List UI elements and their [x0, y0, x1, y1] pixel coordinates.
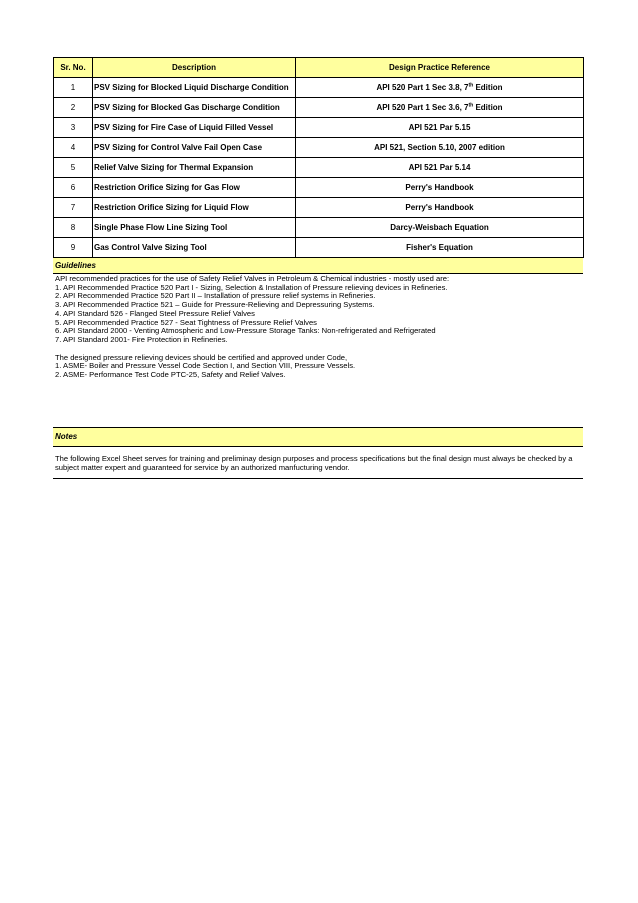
- reference-superscript: th: [468, 101, 474, 108]
- reference-text: API 521 Par 5.15: [408, 122, 471, 132]
- guidelines-body: [53, 274, 583, 380]
- reference-cell: [296, 98, 584, 118]
- reference-cell: [296, 158, 584, 178]
- sr-no-cell: 8: [54, 218, 93, 238]
- header-design-practice-reference: Design Practice Reference: [296, 58, 584, 78]
- sr-no-cell: 6: [54, 178, 93, 198]
- table-row: [54, 178, 584, 198]
- reference-cell: [296, 178, 584, 198]
- header-sr-no: Sr. No.: [54, 58, 93, 78]
- guidelines-line: 5. API Recommended Practice 527 - Seat Tightness of Pressure Relief Valves: [55, 317, 317, 327]
- table-row: [54, 198, 584, 218]
- reference-cell: [296, 78, 584, 98]
- reference-cell: [296, 218, 584, 238]
- guidelines-line: The designed pressure relieving devices should be certified and approved under Code,: [55, 352, 348, 362]
- reference-text: Fisher's Equation: [406, 242, 473, 252]
- description-cell: Relief Valve Sizing for Thermal Expansion: [93, 158, 296, 178]
- sr-no-cell: 7: [54, 198, 93, 218]
- description-cell: Single Phase Flow Line Sizing Tool: [93, 218, 296, 238]
- guidelines-heading: Guidelines: [53, 258, 583, 274]
- reference-text: Perry's Handbook: [405, 182, 474, 192]
- table-row: [54, 118, 584, 138]
- reference-text: API 520 Part 1 Sec 3.6, 7: [376, 102, 469, 112]
- sr-no-cell: 2: [54, 98, 93, 118]
- reference-cell: [296, 238, 584, 258]
- guidelines-line: 7. API Standard 2001- Fire Protection in Refineries.: [55, 334, 228, 344]
- reference-text: API 521, Section 5.10, 2007 edition: [374, 142, 505, 152]
- table-row: [54, 138, 584, 158]
- reference-text-suffix: Edition: [473, 102, 503, 112]
- guidelines-line: 1. ASME- Boiler and Pressure Vessel Code Section I, and Section VIII, Pressure Vessels.: [55, 361, 356, 371]
- guidelines-line: 2. API Recommended Practice 520 Part II – Installation of pressure relief systems in Refineries.: [55, 291, 376, 301]
- table-row: [54, 218, 584, 238]
- table-row: [54, 238, 584, 258]
- guidelines-line: 6. API Standard 2000 - Venting Atmospheric and Low-Pressure Storage Tanks: Non-refrigerated and Refrigerated: [55, 326, 436, 336]
- reference-text: Darcy-Weisbach Equation: [390, 222, 489, 232]
- description-cell: Restriction Orifice Sizing for Liquid Flow: [93, 198, 296, 218]
- reference-text: API 520 Part 1 Sec 3.8, 7: [376, 82, 469, 92]
- table-row: [54, 98, 584, 118]
- reference-cell: [296, 138, 584, 158]
- guidelines-line: API recommended practices for the use of Safety Relief Valves in Petroleum & Chemical industries - mostly used are:: [55, 274, 450, 283]
- reference-text-suffix: Edition: [473, 82, 503, 92]
- description-cell: Restriction Orifice Sizing for Gas Flow: [93, 178, 296, 198]
- sr-no-cell: 9: [54, 238, 93, 258]
- sr-no-cell: 1: [54, 78, 93, 98]
- reference-text: API 521 Par 5.14: [408, 162, 471, 172]
- reference-text: Perry's Handbook: [405, 202, 474, 212]
- guidelines-line: 2. ASME- Performance Test Code PTC-25, Safety and Relief Valves.: [55, 370, 286, 380]
- description-cell: PSV Sizing for Fire Case of Liquid Filled Vessel: [93, 118, 296, 138]
- reference-superscript: th: [468, 81, 474, 88]
- description-cell: PSV Sizing for Blocked Liquid Discharge Condition: [93, 78, 296, 98]
- design-reference-table: [53, 57, 584, 258]
- guidelines-line: 3. API Recommended Practice 521 – Guide for Pressure-Relieving and Depressuring Systems.: [55, 300, 375, 310]
- notes-heading: Notes: [53, 427, 583, 447]
- table-header-row: [54, 58, 584, 78]
- description-cell: Gas Control Valve Sizing Tool: [93, 238, 296, 258]
- table-row: [54, 78, 584, 98]
- header-description: Description: [93, 58, 296, 78]
- sr-no-cell: 3: [54, 118, 93, 138]
- guidelines-line: 4. API Standard 526 - Flanged Steel Pressure Relief Valves: [55, 308, 255, 318]
- guidelines-line: 1. API Recommended Practice 520 Part I - Sizing, Selection & Installation of Pressure relieving devices in Refineries.: [55, 282, 448, 292]
- notes-body: The following Excel Sheet serves for training and preliminay design purposes and process specifications but the final design must always be checked by a subject matter expert and guaranteed for service by an authorized manfucturing vendor.: [53, 447, 583, 479]
- reference-cell: [296, 198, 584, 218]
- reference-cell: [296, 118, 584, 138]
- table-row: [54, 158, 584, 178]
- description-cell: PSV Sizing for Control Valve Fail Open Case: [93, 138, 296, 158]
- reference-sheet: [53, 57, 583, 479]
- description-cell: PSV Sizing for Blocked Gas Discharge Condition: [93, 98, 296, 118]
- sr-no-cell: 5: [54, 158, 93, 178]
- sr-no-cell: 4: [54, 138, 93, 158]
